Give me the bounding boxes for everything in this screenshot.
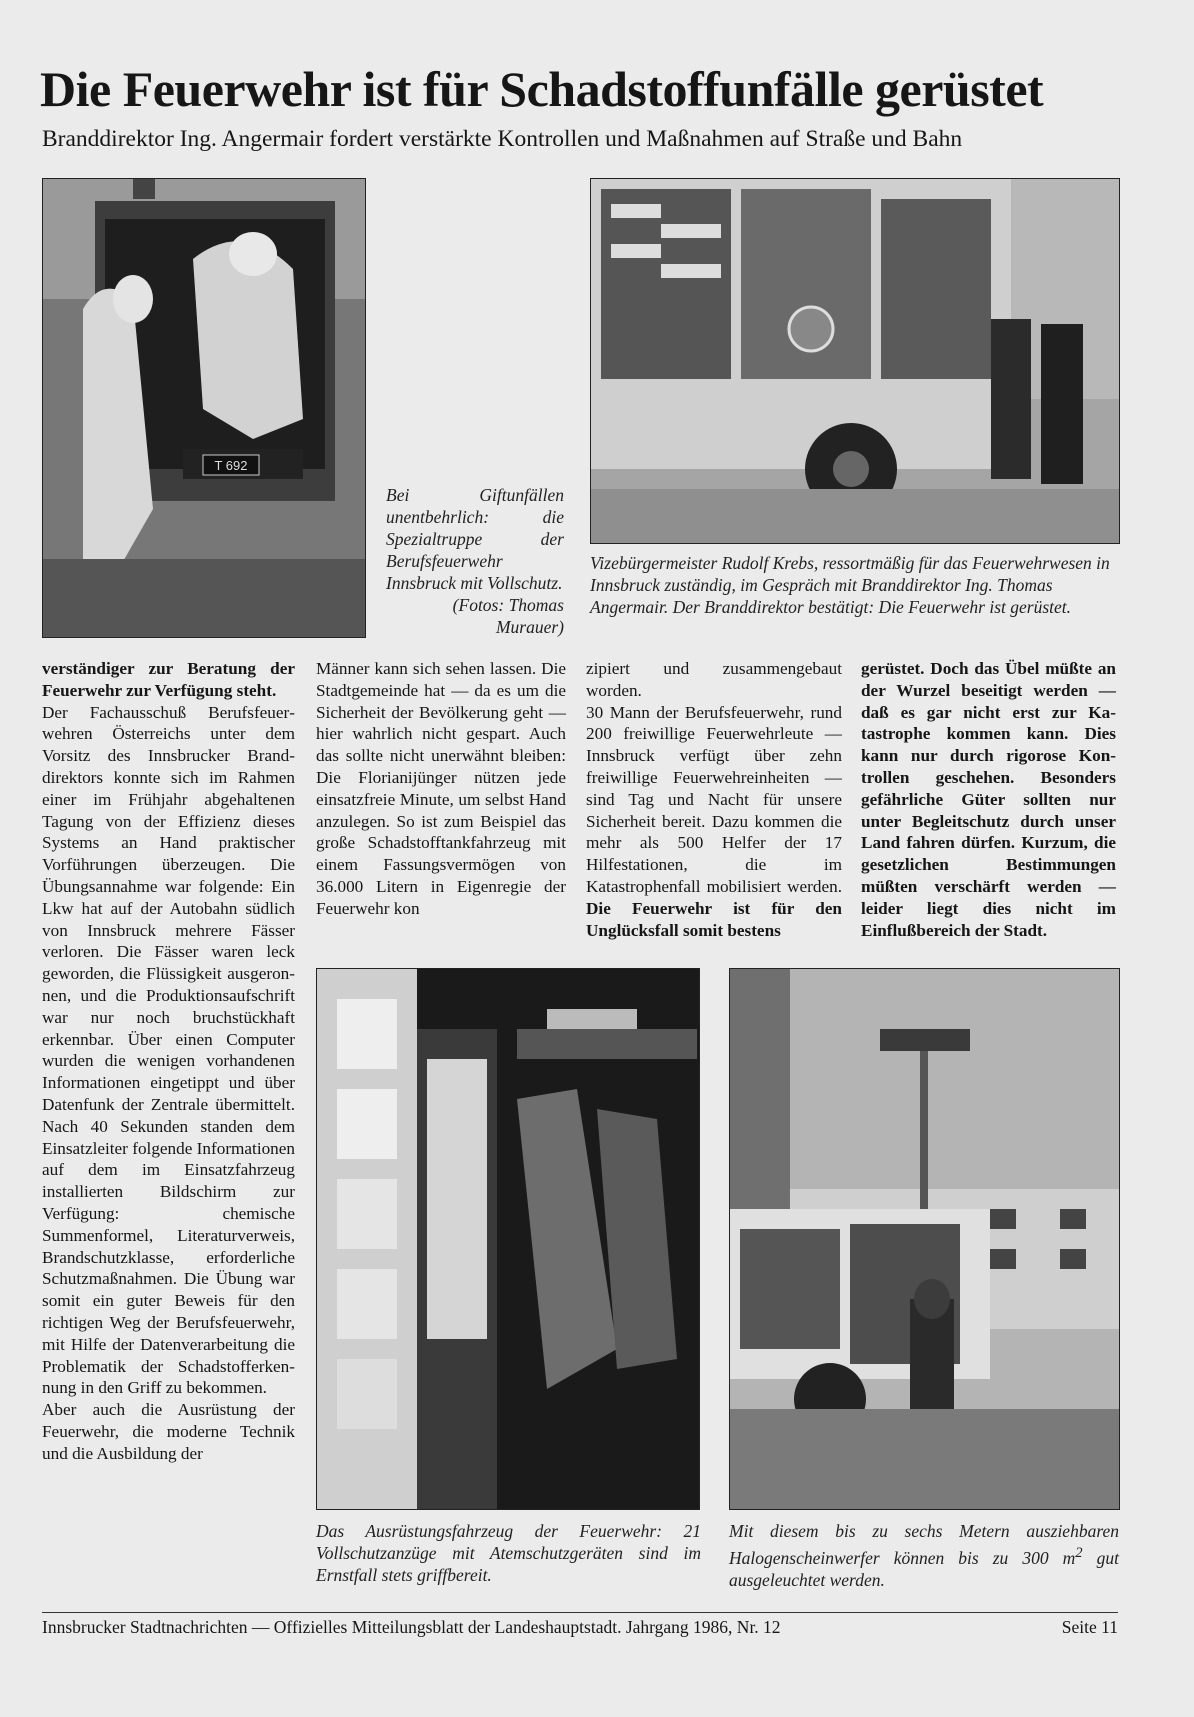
subtitle: Branddirektor Ing. Angermair fordert verstärkte Kontrollen und Maßnahmen auf Straße und Bahn [42,126,963,152]
photo-equipment-truck [590,178,1120,544]
column-3-text: zipiert und zusammengebaut worden. [586,659,842,700]
caption-floodlight-a: Mit diesem bis zu sechs Metern ausziehbaren Halogenscheinwerfer können bis zu 300 m [729,1521,1119,1568]
column-1-text-2: Aber auch die Ausrüstung der Feuerwehr, die moderne Technik und die Ausbildung der [42,1400,295,1463]
page-number: Seite 11 [1061,1617,1118,1637]
column-1-lead: verständiger zur Beratung der Feuerwehr zur Verfügung steht. [42,659,295,700]
caption-floodlight-b: gut ausgeleuchtet werden. [729,1547,1119,1590]
column-1-text: Der Fachausschuß Berufsfeuerwehren Österreichs unter dem Vorsitz des Innsbrucker Branddirektors konnte sich im Rahmen einer im Frühjahr abgehaltenen Tagung von der Effizienz dieses Systems an Hand praktischer Vorführungen überzeugen. Die Übungsannahme war folgende: Ein Lkw hat auf der Autobahn südlich von Innsbruck mehrere Fässer verloren. Die Fässer waren leck geworden, die Flüssigkeit ausgeronnen, und die Produktionsaufschrift war nur noch bruchstückhaft erkennbar. Über einen Computer wurden die wenigen vorhandenen Informationen eingetippt und über Datenfunk der Zentrale übermittelt. Nach 40 Sekunden standen dem Einsatzleiter folgende Informationen auf dem im Einsatzfahrzeug installierten Bildschirm zur Verfügung: chemische Summenformel, Literaturverweis, Brandschutzklasse, erforderliche Schutzmaßnahmen. Die Übung war somit ein guter Beweis für den richtigen Weg der Berufsfeuerwehr, mit Hilfe der Datenverarbeitung die Problematik der Schadstofferkennung in den Griff zu bekommen. [42,702,295,1398]
column-1 [42,658,295,1464]
headline: Die Feuerwehr ist für Schadstoffunfälle gerüstet [40,61,1044,117]
column-2 [316,658,566,920]
caption-hazmat-text: Bei Giftunfällen unentbehrlich: die Spezialtruppe der Berufsfeuerwehr Innsbruck mit Vollschutz. [386,485,564,593]
photo-credit: (Fotos: Thomas Murauer) [452,595,564,637]
caption-floodlight [729,1520,1119,1591]
column-3-text-2: 30 Mann der Berufsfeuerwehr, rund 200 freiwillige Feuerwehrleute — Innsbruck verfügt über zehn freiwillige Feuerwehreinheiten — sind Tag und Nacht für unsere Sicherheit bereit. Dazu kommen die mehr als 500 Helfer der 17 Hilfestationen, die im Katastrophenfall mobilisiert werden. [586,702,842,896]
license-plate: T 692 [214,458,248,473]
footer [42,1612,1118,1638]
caption-floodlight-sup: 2 [1075,1545,1083,1561]
column-3-bold: Die Feuerwehr ist für den Unglücksfall somit bestens [586,898,842,940]
photo-hazmat-team [42,178,366,638]
caption-hazmat [386,484,564,638]
column-3 [586,658,842,941]
photo-vehicle-interior [316,968,700,1510]
column-2-text: Männer kann sich sehen lassen. Die Stadtgemeinde hat — da es um die Sicherheit der Bevölkerung geht — hier wahrlich nicht gespart. Auch das sollte nicht unerwähnt bleiben: Die Florianijünger nützen jede einsatzfreie Minute, um selbst Hand anzulegen. So ist zum Beispiel das große Schadstofftankfahrzeug mit einem Fassungsvermögen von 36.000 Litern in Eigenregie der Feuerwehr kon [316,659,566,918]
column-4 [861,658,1116,941]
column-4-bold: gerüstet. Doch das Übel müßte an der Wurzel beseitigt werden — daß es gar nicht erst zur Katastrophe kommen kann. Dies kann nur durch rigorose Kontrollen geschehen. Besonders gefährliche Güter sollten nur unter Begleitschutz durch unser Land fahren dürfen. Kurzum, die gesetzlichen Bestimmungen müßten verschärft werden — leider liegt dies nicht im Einflußbereich der Stadt. [861,659,1116,940]
photo-floodlight [729,968,1120,1510]
caption-truck: Vizebürgermeister Rudolf Krebs, ressortmäßig für das Feuerwehrwesen in Innsbruck zuständig, im Gespräch mit Branddirektor Ing. Thomas Angermair. Der Branddirektor bestätigt: Die Feuerwehr ist gerüstet. [590,553,1110,617]
footer-publication: Innsbrucker Stadtnachrichten — Offizielles Mitteilungsblatt der Landeshauptstadt. Jahrgang 1986, Nr. 12 [42,1617,781,1637]
caption-interior: Das Ausrüstungsfahrzeug der Feuerwehr: 21 Vollschutzanzüge mit Atemschutzgeräten sind im Ernstfall stets griffbereit. [316,1521,701,1585]
